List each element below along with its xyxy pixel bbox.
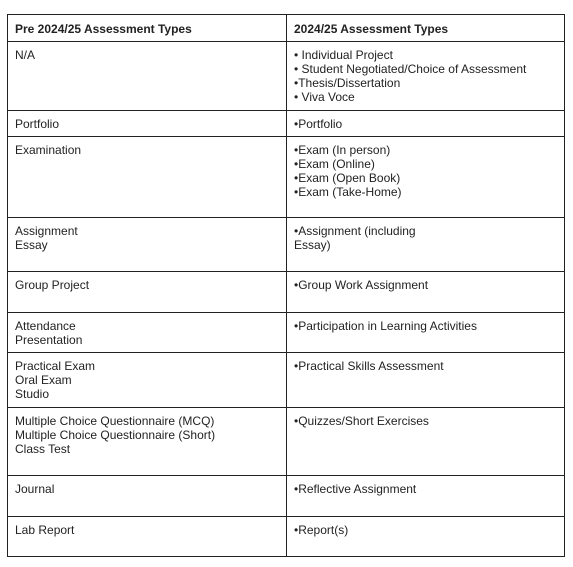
old-assessment-line: Oral Exam (15, 373, 72, 387)
new-assessment-cell (287, 218, 565, 272)
table-row (8, 42, 565, 111)
new-assessment-cell (287, 111, 565, 137)
old-assessment-cell (8, 408, 287, 476)
new-assessment-cell (287, 517, 565, 557)
header-2024-25: 2024/25 Assessment Types (287, 15, 565, 42)
old-assessment-line: Class Test (15, 442, 71, 456)
old-assessment-line: Multiple Choice Questionnaire (Short) (15, 428, 216, 442)
new-assessment-line: Essay) (294, 238, 331, 252)
old-assessment-line: Multiple Choice Questionnaire (MCQ) (15, 414, 215, 428)
old-assessment-line: Portfolio (15, 117, 60, 131)
old-assessment-line: Group Project (15, 278, 90, 292)
table-row (8, 313, 565, 353)
table-row (8, 476, 565, 517)
old-assessment-line: Practical Exam (15, 359, 96, 373)
new-assessment-cell (287, 353, 565, 408)
old-assessment-line: N/A (15, 48, 36, 62)
new-assessment-line: • Individual Project (294, 48, 393, 62)
new-assessment-line: •Portfolio (294, 117, 343, 131)
table-row (8, 218, 565, 272)
new-assessment-line: •Exam (Online) (294, 157, 375, 171)
new-assessment-line: •Reflective Assignment (294, 482, 417, 496)
table-row (8, 517, 565, 557)
new-assessment-line: •Quizzes/Short Exercises (294, 414, 429, 428)
new-assessment-line: • Student Negotiated/Choice of Assessment (294, 62, 527, 76)
new-assessment-cell (287, 272, 565, 313)
table-row (8, 408, 565, 476)
old-assessment-line: Examination (15, 143, 82, 157)
new-assessment-cell (287, 137, 565, 218)
new-assessment-cell (287, 408, 565, 476)
old-assessment-line: Studio (15, 387, 50, 401)
new-assessment-line: •Exam (Take-Home) (294, 185, 402, 199)
new-assessment-line: •Group Work Assignment (294, 278, 429, 292)
old-assessment-line: Essay (15, 238, 48, 252)
old-assessment-line: Assignment (15, 224, 78, 238)
old-assessment-cell (8, 218, 287, 272)
header-pre-2024-25: Pre 2024/25 Assessment Types (8, 15, 287, 42)
old-assessment-cell (8, 111, 287, 137)
new-assessment-cell (287, 42, 565, 111)
new-assessment-line: •Exam (In person) (294, 143, 391, 157)
old-assessment-line: Presentation (15, 333, 83, 347)
table-row (8, 111, 565, 137)
new-assessment-cell (287, 476, 565, 517)
old-assessment-cell (8, 137, 287, 218)
old-assessment-line: Lab Report (15, 523, 75, 537)
new-assessment-cell (287, 313, 565, 353)
old-assessment-cell (8, 42, 287, 111)
new-assessment-line: •Participation in Learning Activities (294, 319, 477, 333)
old-assessment-cell (8, 476, 287, 517)
table-row (8, 272, 565, 313)
table-row (8, 137, 565, 218)
old-assessment-cell (8, 313, 287, 353)
new-assessment-line: •Exam (Open Book) (294, 171, 401, 185)
new-assessment-line: •Report(s) (294, 523, 349, 537)
old-assessment-cell (8, 517, 287, 557)
new-assessment-line: • Viva Voce (294, 90, 355, 104)
table-row (8, 353, 565, 408)
assessment-types-table (7, 14, 565, 557)
old-assessment-line: Journal (15, 482, 55, 496)
old-assessment-line: Attendance (15, 319, 76, 333)
new-assessment-line: •Thesis/Dissertation (294, 76, 401, 90)
old-assessment-cell (8, 353, 287, 408)
old-assessment-cell (8, 272, 287, 313)
new-assessment-line: •Practical Skills Assessment (294, 359, 444, 373)
new-assessment-line: •Assignment (including (294, 224, 416, 238)
table-header-row (8, 15, 565, 42)
